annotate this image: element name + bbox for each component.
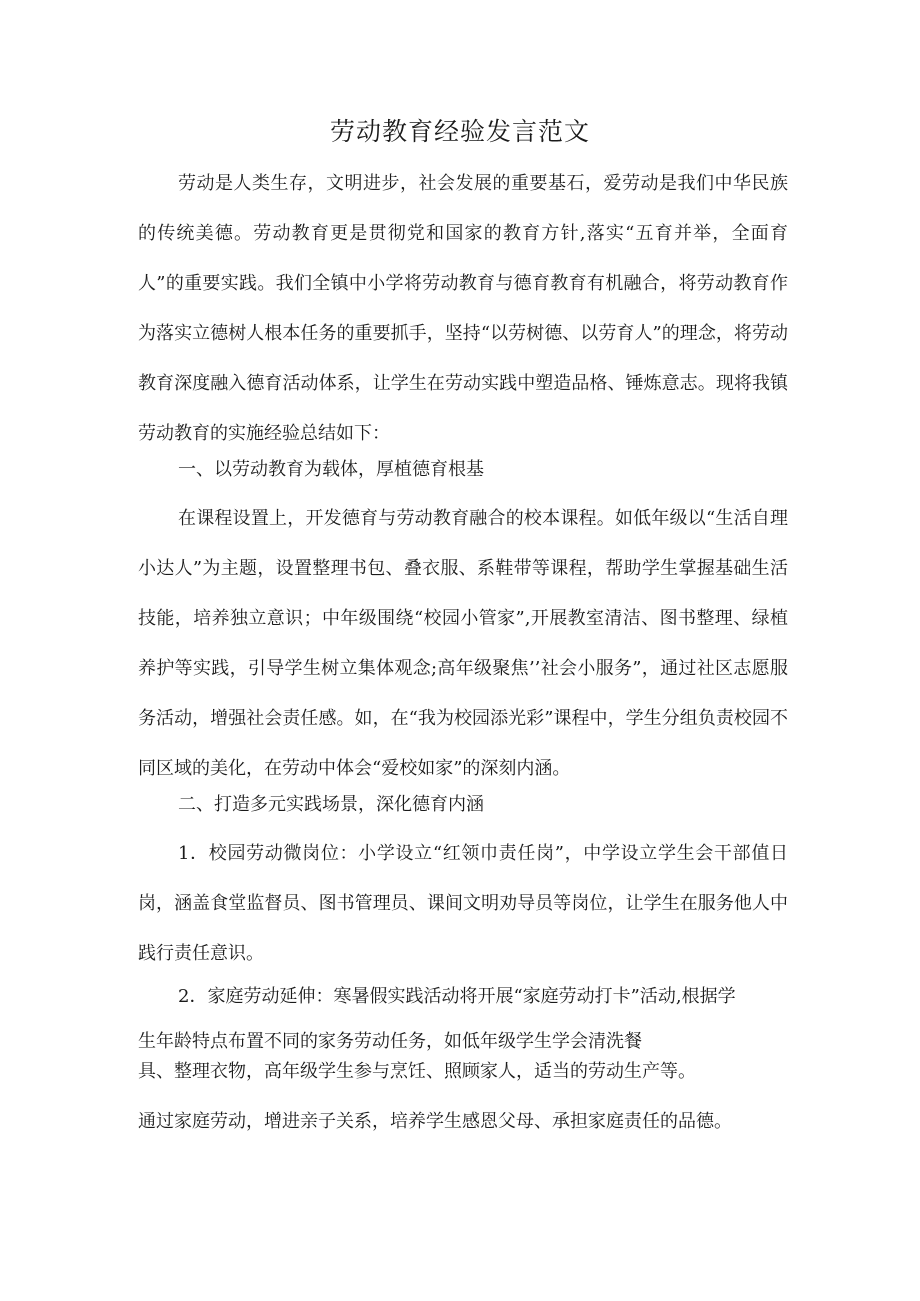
section-1-body: 在课程设置上，开发德育与劳动教育融合的校本课程。如低年级以“生活自理小达人”为主题，设置整理书包、叠衣服、系鞋带等课程，帮助学生掌握基础生活技能，培养独立意识；中年级围绕“校园小管家”,开展教室清洁、图书整理、绿植养护等实践，引导学生树立集体观念;高年级聚焦’’社会小服务”，通过社区志愿服务活动，增强社会责任感。如，在“我为校园添光彩”课程中，学生分组负责校园不同区域的美化，在劳动中体会“爱校如家”的深刻内涵。 bbox=[138, 508, 788, 779]
list-item-2-line-3: 具、整理衣物，高年级学生参与烹饪、照顾家人，适当的劳动生产等。 bbox=[138, 1061, 696, 1082]
list-item-1: 1．校园劳动微岗位：小学设立“红领巾责任岗”，中学设立学生会干部值日岗，涵盖食堂监督员、图书管理员、课间文明劝导员等岗位，让学生在服务他人中践行责任意识。 bbox=[138, 843, 788, 964]
list-item-2-line-4: 通过家庭劳动，增进亲子关系，培养学生感恩父母、承担家庭责任的品德。 bbox=[138, 1111, 732, 1132]
section-1-heading: 一、以劳动教育为载体，厚植德育根基 bbox=[178, 459, 484, 480]
list-item-2-line-1: 2．家庭劳动延伸：寒暑假实践活动将开展“家庭劳动打卡”活动,根据学 bbox=[178, 986, 736, 1007]
list-item-2-line-2: 生年龄特点布置不同的家务劳动任务，如低年级学生学会清洗餐 bbox=[138, 1031, 642, 1052]
intro-paragraph: 劳动是人类生存，文明进步，社会发展的重要基石，爱劳动是我们中华民族的传统美德。劳动教育更是贯彻党和国家的教育方针,落实“五育并举，全面育人”的重要实践。我们全镇中小学将劳动教育与德育教育有机融合，将劳动教育作为落实立德树人根本任务的重要抓手，坚持“以劳树德、以劳育人”的理念，将劳动教育深度融入德育活动体系，让学生在劳动实践中塑造品格、锤炼意志。现将我镇劳动教育的实施经验总结如下： bbox=[138, 173, 788, 444]
document-title: 劳动教育经验发言范文 bbox=[329, 117, 590, 146]
section-2-heading: 二、打造多元实践场景，深化德育内涵 bbox=[178, 794, 484, 815]
